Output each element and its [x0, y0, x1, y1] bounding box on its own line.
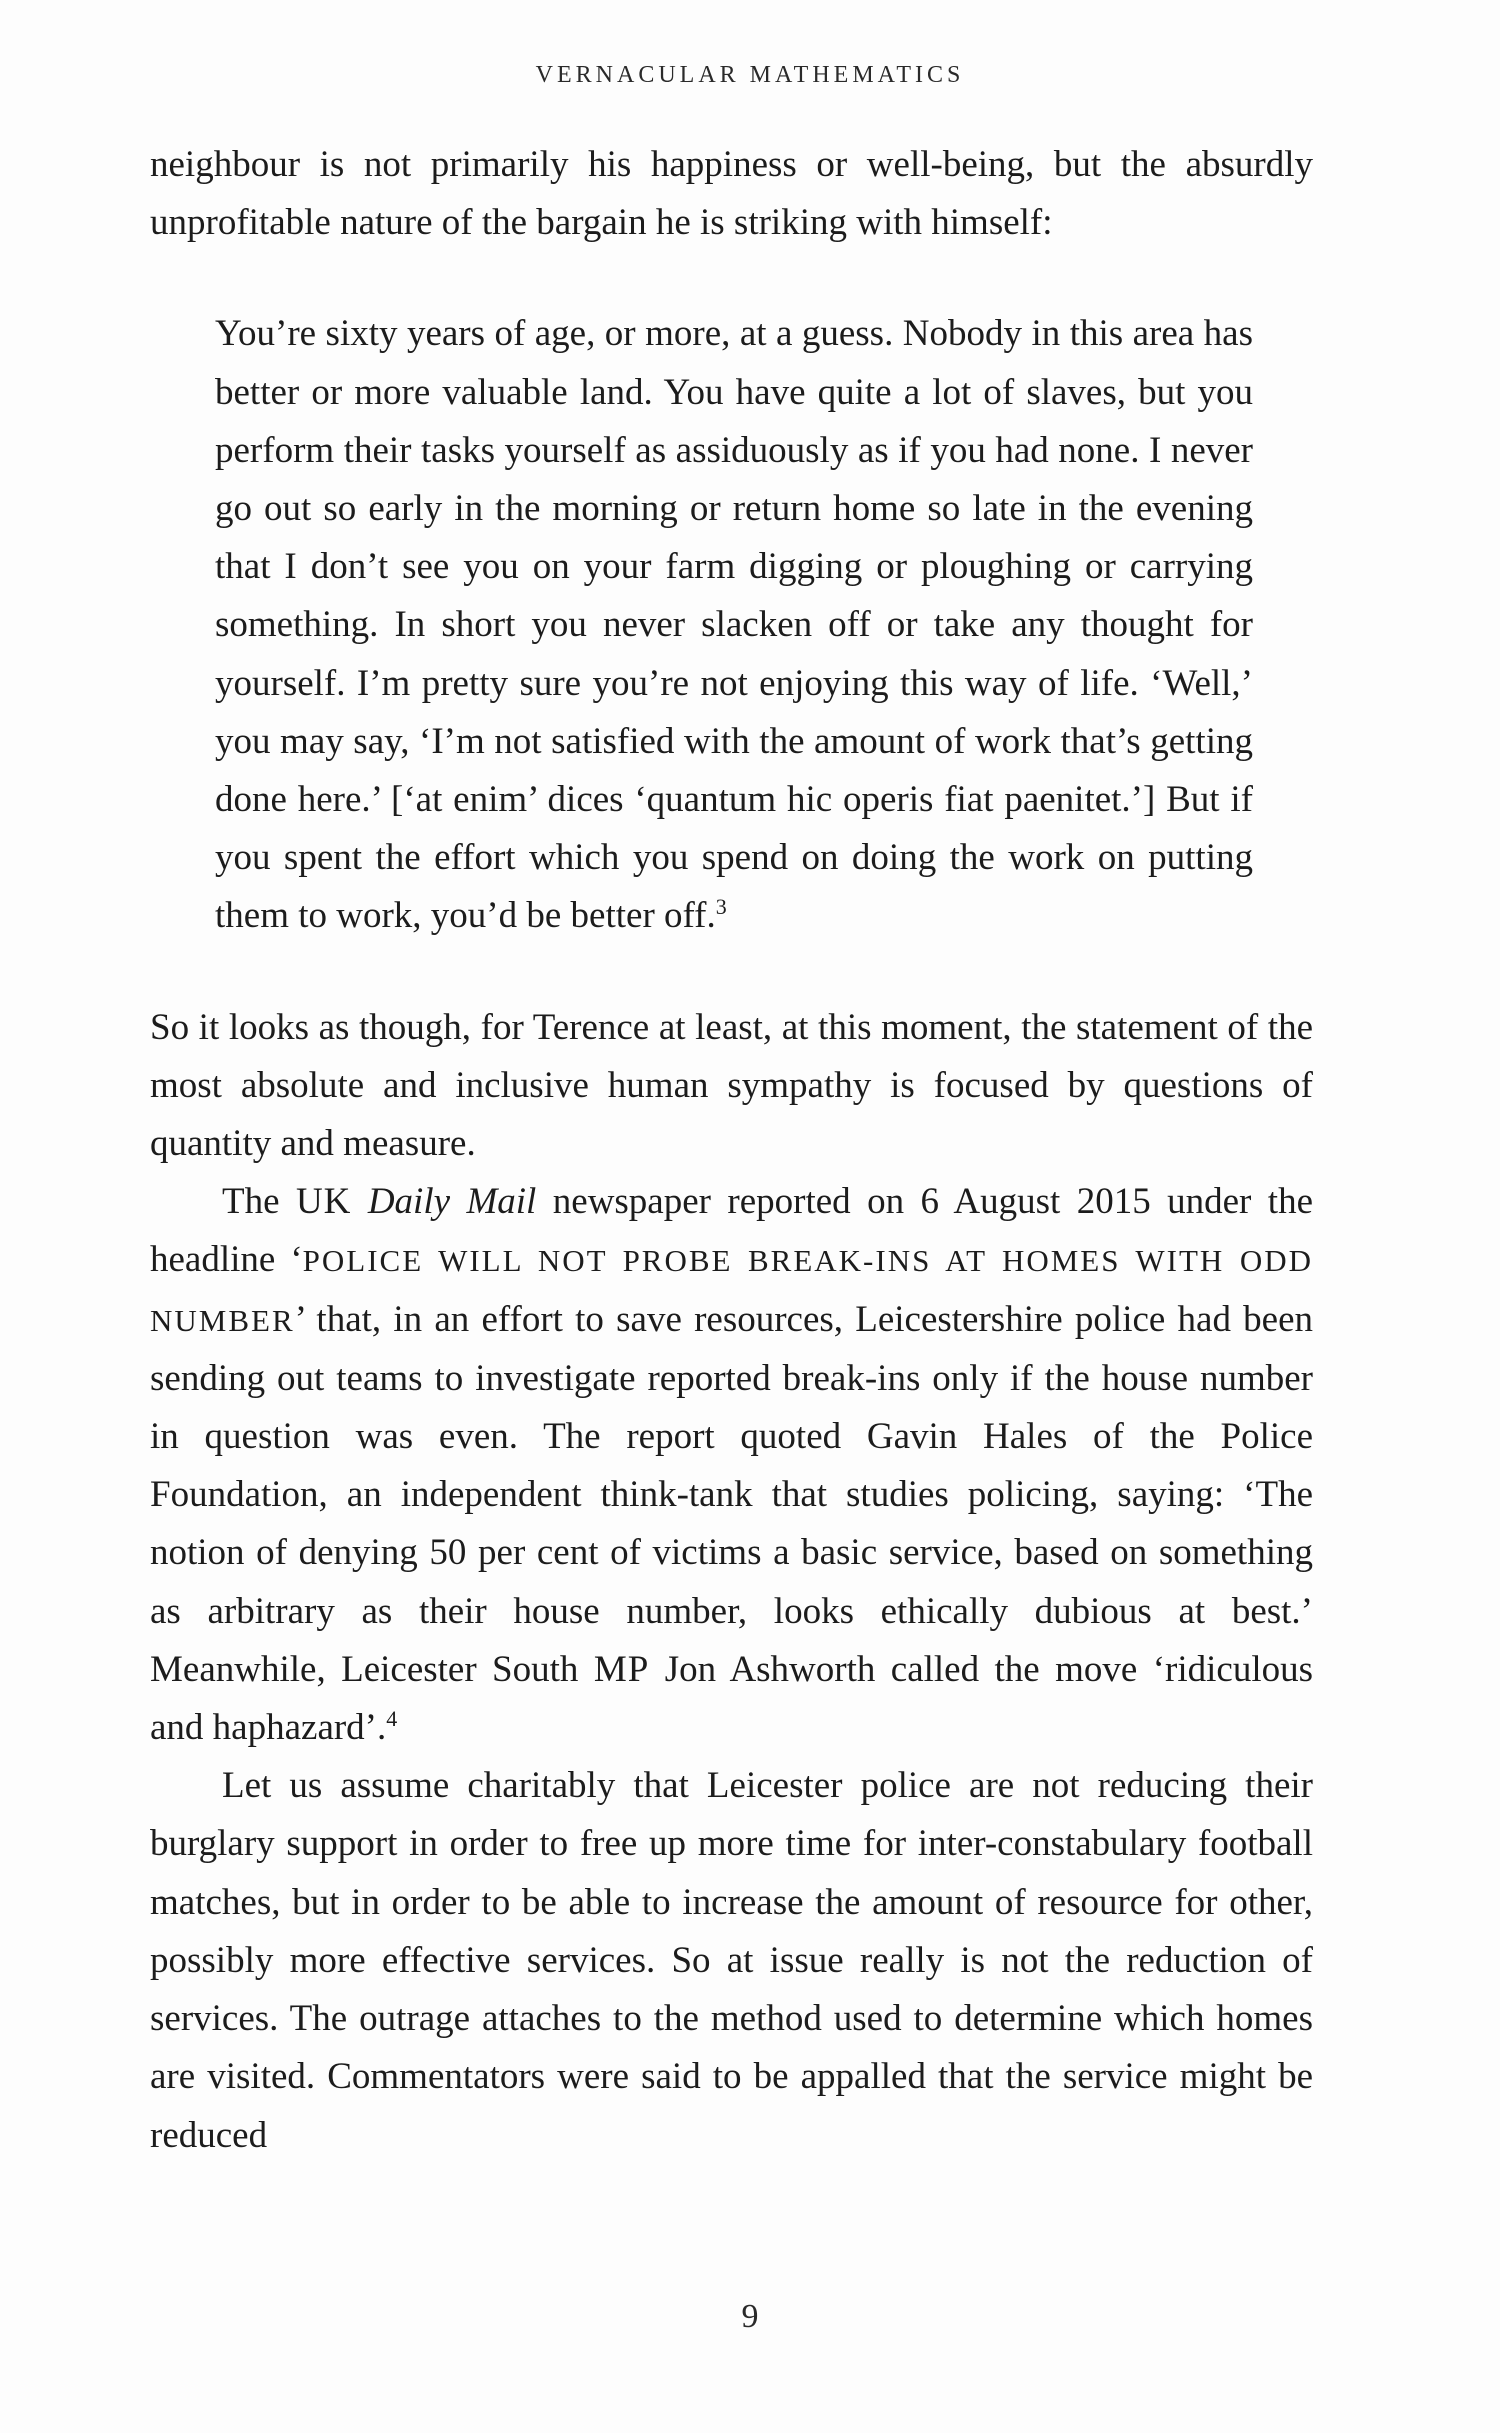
running-head: VERNACULAR MATHEMATICS	[535, 62, 965, 88]
abbr-mp: MP	[593, 1648, 650, 1690]
footnote-ref-3: 3	[715, 894, 727, 920]
newspaper-headline: POLICE WILL NOT PROBE BREAK-INS AT HOMES WITH ODD NUMBER	[150, 1243, 1313, 1338]
block-quote-text: You’re sixty years of age, or more, at a guess. Nobody in this area has better or more valuable land. You have quite a lot of slaves, but you perform their tasks yourself as assiduously as if you had none. I never go out so early in the morning or return home so late in the evening that I don’t see you on your farm digging or ploughing or carrying something. In short you never slacken off or take any thought for yourself. I’m pretty sure you’re not enjoying this way of life. ‘Well,’ you may say, ‘I’m not satisfied with the amount of work that’s getting done here.’ [‘at enim’ dices ‘quantum hic operis fiat paenitet.’] But if you spent the effort which you spend on doing the work on putting them to work, you’d be better off.	[215, 313, 1253, 937]
body-text	[150, 136, 1313, 2165]
newspaper-title: Daily Mail	[367, 1181, 537, 1223]
paragraph-leicester-police: Let us assume charitably that Leicester police are not reducing their burglary support in order to free up more time for inter-constabulary football matches, but in order to be able to increase the amount of resource for other, possibly more effective services. So at issue really is not the reduction of services. The outrage attaches to the method used to determine which homes are visited. Commentators were said to be appalled that the service might be reduced	[150, 1765, 1313, 2156]
footnote-ref-4: 4	[386, 1706, 398, 1732]
paragraph-continuation: neighbour is not primarily his happiness or well-being, but the absurdly unprofitable nature of the bargain he is striking with himself:	[150, 144, 1313, 244]
abbr-uk: UK	[295, 1181, 352, 1223]
block-quote	[215, 305, 1253, 945]
paragraph-terence: So it looks as though, for Terence at least, at this moment, the statement of the most absolute and inclusive human sympathy is focused by questions of quantity and measure.	[150, 1006, 1313, 1165]
page-number: 9	[741, 2298, 759, 2335]
paragraph-daily-mail: The UK Daily Mail newspaper reported on 6 August 2015 under the headline ‘POLICE WILL NOT PROBE BREAK-INS AT HOMES WITH ODD NUMBER’ that, in an effort to save resources, Leicestershire police had been sending out teams to investigate reported break-ins only if the house number in question was even. The report quoted Gavin Hales of the Police Foundation, an independent think-tank that studies policing, saying: ‘The notion of denying 50 per cent of victims a basic service, based on something as arbitrary as their house number, looks ethically dubious at best.’ Meanwhile, Leicester South MP Jon Ashworth called the move ‘ridiculous and haphazard’.$^4$	[150, 1181, 1313, 1749]
